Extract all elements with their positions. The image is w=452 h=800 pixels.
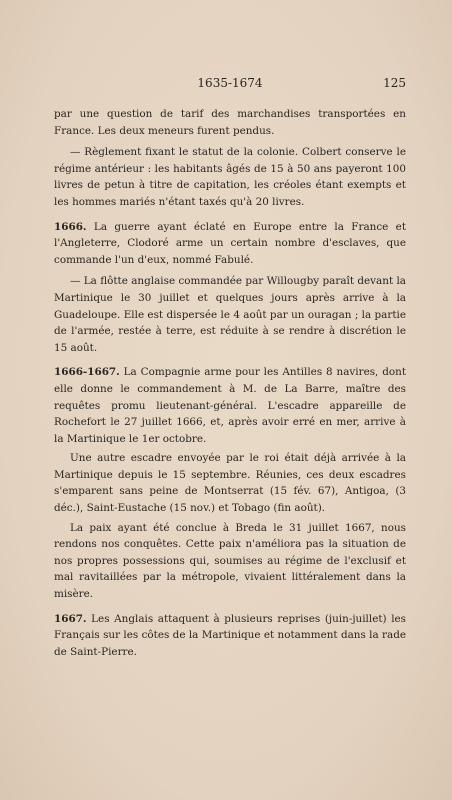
- entry-year: 1666.: [54, 220, 87, 233]
- page-number: 125: [383, 76, 406, 90]
- paragraph-text: La Compagnie arme pour les Antilles 8 navires, dont elle donne le commandement à M. de La Barre, maître des requêtes promu lieutenant-général. L'escadre appareille de Rochefort le 27 juillet 1666, et, après avoir erré en mer, arrive à la Martinique le 1er octobre.: [54, 366, 406, 445]
- entry-year: 1666-1667.: [54, 366, 120, 379]
- paragraph: [54, 450, 406, 516]
- paragraph-text: par une question de tarif des marchandises transportées en France. Les deux meneurs furent pendus.: [54, 108, 406, 137]
- page-header: [54, 76, 406, 92]
- dated-entry: [54, 364, 406, 447]
- paragraph: [54, 106, 406, 139]
- paragraph: [54, 144, 406, 210]
- paragraph-text: La guerre ayant éclaté en Europe entre la France et l'Angleterre, Clodoré arme un certain nombre d'esclaves, que commande l'un d'eux, nommé Fabulé.: [54, 220, 406, 266]
- paragraph-text: Les Anglais attaquent à plusieurs reprises (juin-juillet) les Français sur les côtes de la Martinique et notamment dans la rade de Saint-Pierre.: [54, 612, 406, 658]
- paragraph-text: — La flôtte anglaise commandée par Willougby paraît devant la Martinique le 30 juillet et quelques jours après arrive à la Guadeloupe. Elle est dispersée le 4 août par un ouragan ; la partie de l'armée, restée à terre, est réduite à se rendre à discrétion le 15 août.: [54, 275, 406, 354]
- entry-year: 1667.: [54, 612, 87, 625]
- paragraph-text: La paix ayant été conclue à Breda le 31 juillet 1667, nous rendons nos conquêtes. Cette paix n'améliora pas la situation de nos propres possessions qui, soumises au régime de l'exclusif et mal ravitaillées par la métropole, vivaient littéralement dans la misère.: [54, 521, 406, 601]
- paragraph-text: Une autre escadre envoyée par le roi était déjà arrivée à la Martinique depuis le 15 septembre. Réunies, ces deux escadres s'emparent sans peine de Montserrat (15 fév. 67), Antigoa, (3 déc.), Saint-Eustache (15 nov.) et Tobago (fin août).: [54, 452, 406, 515]
- paragraph-text: — Règlement fixant le statut de la colonie. Colbert conserve le régime antérieur : les habitants âgés de 15 à 50 ans payeront 100 livres de petun à titre de capitation, les créoles étant exempts et les hommes mariés n'étant taxés qu'à 20 livres.: [54, 146, 406, 208]
- paragraph: [54, 273, 406, 356]
- dated-entry: [54, 219, 406, 269]
- body-text: [54, 106, 406, 660]
- dated-entry: [54, 611, 406, 661]
- running-title: 1635-1674: [197, 76, 263, 90]
- paragraph: [54, 520, 406, 603]
